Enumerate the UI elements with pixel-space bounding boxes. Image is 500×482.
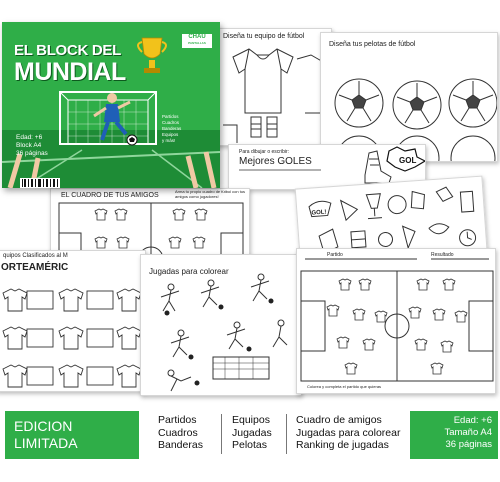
feature-item: Ranking de jugadas (296, 439, 389, 451)
feature-item: Banderas (158, 439, 203, 451)
soccer-balls-illustration (321, 33, 498, 162)
feature-item: Equipos (232, 414, 270, 426)
cover-info-line: Block A4 (16, 142, 42, 149)
book-cover (2, 22, 220, 188)
colorear-note: Colorea y completa el partido que quieras (307, 384, 382, 389)
cover-title-line1: EL BLOCK DEL (14, 42, 121, 59)
cover-info-line: 36 páginas (16, 150, 48, 157)
jersey-outline-illustration (213, 29, 332, 146)
limited-edition-badge (5, 411, 139, 459)
cover-feature-item: Banderas (162, 126, 182, 131)
players-coloring-illustration (141, 255, 302, 396)
spec-line: Tamaño A4 (444, 427, 492, 438)
cuadro-subtitle: Arma tu propio cuadro de fútbol con tus amigos como jugadores! (175, 189, 246, 199)
clasif-subtitle: ORTEAMÉRIC (1, 262, 69, 273)
feature-item: Cuadro de amigos (296, 414, 382, 426)
brand-subname: PANTALLAS (188, 41, 206, 45)
page-plays-to-color (140, 254, 302, 396)
page-title-pelotas: Diseña tus pelotas de fútbol (329, 41, 416, 48)
jugadas-title: Jugadas para colorear (149, 267, 229, 276)
cover-info (16, 134, 48, 158)
goles-small-label: Para dibujar o escribir: (239, 149, 290, 155)
gol-bubble-text: GOL (399, 156, 417, 165)
barcode-icon (20, 178, 60, 188)
cover-feature-item: y más! (162, 138, 176, 143)
cover-info-line: Edad: +6 (16, 134, 43, 141)
feature-item: Pelotas (232, 439, 268, 451)
spec-line: Edad: +6 (453, 415, 492, 426)
page-design-team (212, 28, 332, 146)
resultado-label: Resultado (431, 252, 454, 258)
clasif-title: quipos Clasificados al M (3, 253, 68, 259)
goles-title: Mejores GOLES (239, 156, 312, 167)
features-column-1 (158, 414, 203, 452)
badge-left-line: LIMITADA (14, 435, 78, 451)
cover-feature-item: Cuadros (162, 120, 180, 125)
cover-feature-item: Equipos (162, 132, 179, 137)
feature-item: Partidos (158, 414, 197, 426)
badge-left-line: EDICION (14, 418, 73, 434)
brand-name: CHAU (188, 34, 206, 40)
partido-label: Partido (327, 252, 343, 258)
match-field-illustration (297, 249, 496, 394)
cover-feature-list (162, 114, 181, 144)
brand-logo (182, 34, 212, 48)
feature-item: Cuadros (158, 426, 198, 439)
feature-bar (0, 402, 500, 470)
cover-feature-item: Partidos (162, 114, 179, 119)
cover-title-line2: MUNDIAL (14, 58, 126, 86)
page-match-result (296, 248, 496, 394)
specs-badge (410, 411, 498, 459)
page-title-equipo: Diseña tu equipo de fútbol (223, 33, 305, 40)
cuadro-title: EL CUADRO DE TUS AMIGOS (61, 192, 159, 199)
divider (286, 414, 287, 454)
features-column-3 (296, 414, 400, 452)
feature-item: Jugadas (232, 426, 272, 439)
page-design-balls (320, 32, 498, 162)
spec-line: 36 páginas (445, 439, 492, 450)
page-qualified-teams (0, 250, 146, 392)
features-column-2 (232, 414, 272, 452)
feature-item: Jugadas para colorear (296, 426, 401, 439)
gol-sticker-text: GOL! (311, 209, 327, 217)
divider (221, 414, 222, 454)
